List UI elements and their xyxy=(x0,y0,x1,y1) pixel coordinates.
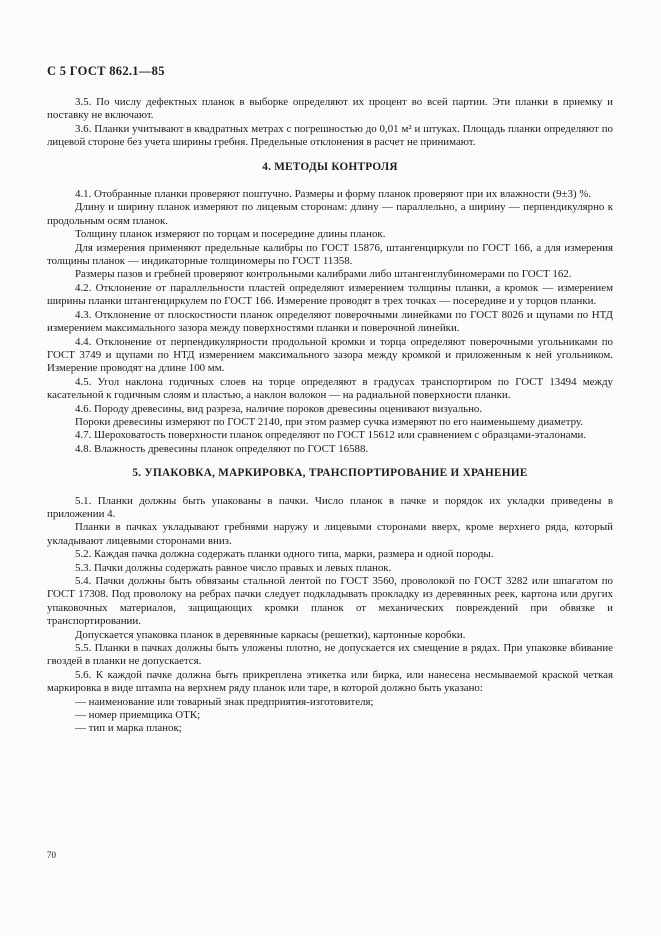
paragraph: 4.3. Отклонение от плоскостности планок определяют поверочными линейками по ГОСТ 8026 и щупами по НТД измерением максимального зазора между поверхностями планки и поверочной линейки. xyxy=(47,308,613,335)
list-item: — номер приемщика ОТК; xyxy=(75,709,201,722)
paragraph: 3.5. По числу дефектных планок в выборке определяют их процент во всей партии. Эти планки в приемку и поставку не включают. xyxy=(47,96,613,122)
paragraph: 4.4. Отклонение от перпендикулярности продольной кромки и торца определяют поверочными угольниками по ГОСТ 3749 и щупами по НТД измерением максимального зазора между кромкой и приложенным к ней угольником. Измерение проводят на длине 100 мм. xyxy=(47,335,613,375)
paragraph: Толщину планок измеряют по торцам и посередине длины планок. xyxy=(75,228,386,241)
paragraph: 4.7. Шероховатость поверхности планок определяют по ГОСТ 15612 или сравнением с образцами-эталонами. xyxy=(75,429,587,442)
document-body xyxy=(47,96,613,736)
list-item: — тип и марка планок; xyxy=(75,722,182,735)
paragraph: 3.6. Планки учитывают в квадратных метрах с погрешностью до 0,01 м² и штуках. Площадь планки определяют по лицевой стороне без учета ширины гребня. Предельные отклонения в расчет не принимают. xyxy=(47,122,613,149)
paragraph: Пороки древесины измеряют по ГОСТ 2140, при этом размер сучка измеряют по его наименьшему диаметру. xyxy=(75,415,583,428)
paragraph: 4.1. Отобранные планки проверяют поштучно. Размеры и форму планок проверяют при их влажности (9±3) %. xyxy=(75,188,592,201)
paragraph: 4.8. Влажность древесины планок определяют по ГОСТ 16588. xyxy=(75,442,369,455)
paragraph: 5.2. Каждая пачка должна содержать планки одного типа, марки, размера и одной породы. xyxy=(75,548,494,561)
paragraph: 5.5. Планки в пачках должны быть уложены плотно, не допускается их смещение в рядах. При упаковке вбивание гвоздей в планки не допускается. xyxy=(47,642,613,668)
paragraph: 5.4. Пачки должны быть обвязаны стальной лентой по ГОСТ 3560, проволокой по ГОСТ 3282 или шпагатом по ГОСТ 17308. Под проволоку на ребрах пачки следует подкладывать прокладку из деревянных реек, картона или других упаковочных материалов, защищающих кромки планок от механических повреждений при обвязке и транспортировании. xyxy=(47,575,613,628)
paragraph: 4.6. Породу древесины, вид разреза, наличие пороков древесины оценивают визуально. xyxy=(75,402,483,415)
paragraph: 4.2. Отклонение от параллельности пластей определяют измерением толщины планки, а кромок — измерением ширины планки штангенциркулем по ГОСТ 166. Измерение проводят в трех точках — посередине и у торцов планки. xyxy=(47,281,613,308)
paragraph: Размеры пазов и гребней проверяют контрольными калибрами либо штангенглубиномерами по ГОСТ 162. xyxy=(75,268,572,281)
section-heading: 5. УПАКОВКА, МАРКИРОВКА, ТРАНСПОРТИРОВАНИЕ И ХРАНЕНИЕ xyxy=(132,467,528,480)
paragraph: Для измерения применяют предельные калибры по ГОСТ 15876, штангенциркули по ГОСТ 166, а для измерения толщины планок — индикаторные толщиномеры по ГОСТ 11358. xyxy=(47,241,613,268)
paragraph: 5.3. Пачки должны содержать равное число правых и левых планок. xyxy=(75,561,392,574)
paragraph: Длину и ширину планок измеряют по лицевым сторонам: длину — параллельно, а ширину — перпендикулярно к продольным осям планок. xyxy=(47,201,613,227)
list-item: — наименование или товарный знак предприятия-изготовителя; xyxy=(75,695,374,708)
paragraph: 5.6. К каждой пачке должна быть прикреплена этикетка или бирка, или нанесена несмываемой краской четкая маркировка в виде штампа на верхнем ряду планок или таре, в которой должно быть указано: xyxy=(47,668,613,695)
page-header: С 5 ГОСТ 862.1—85 xyxy=(47,64,165,78)
page-number: 70 xyxy=(47,850,56,860)
paragraph: 4.5. Угол наклона годичных слоев на торце определяют в градусах транспортиром по ГОСТ 13494 между касательной к годичным слоям и пластью, а наклон волокон — на радиальной поверхности планки. xyxy=(47,375,613,402)
paragraph: 5.1. Планки должны быть упакованы в пачки. Число планок в пачке и порядок их укладки приведены в приложении 4. xyxy=(47,494,613,520)
section-heading: 4. МЕТОДЫ КОНТРОЛЯ xyxy=(262,160,398,173)
paragraph: Допускается упаковка планок в деревянные каркасы (решетки), картонные коробки. xyxy=(75,628,466,641)
paragraph: Планки в пачках укладывают гребнями наружу и лицевыми сторонами вверх, кроме верхнего ряда, который укладывают лицевыми сторонами вниз. xyxy=(47,521,613,547)
